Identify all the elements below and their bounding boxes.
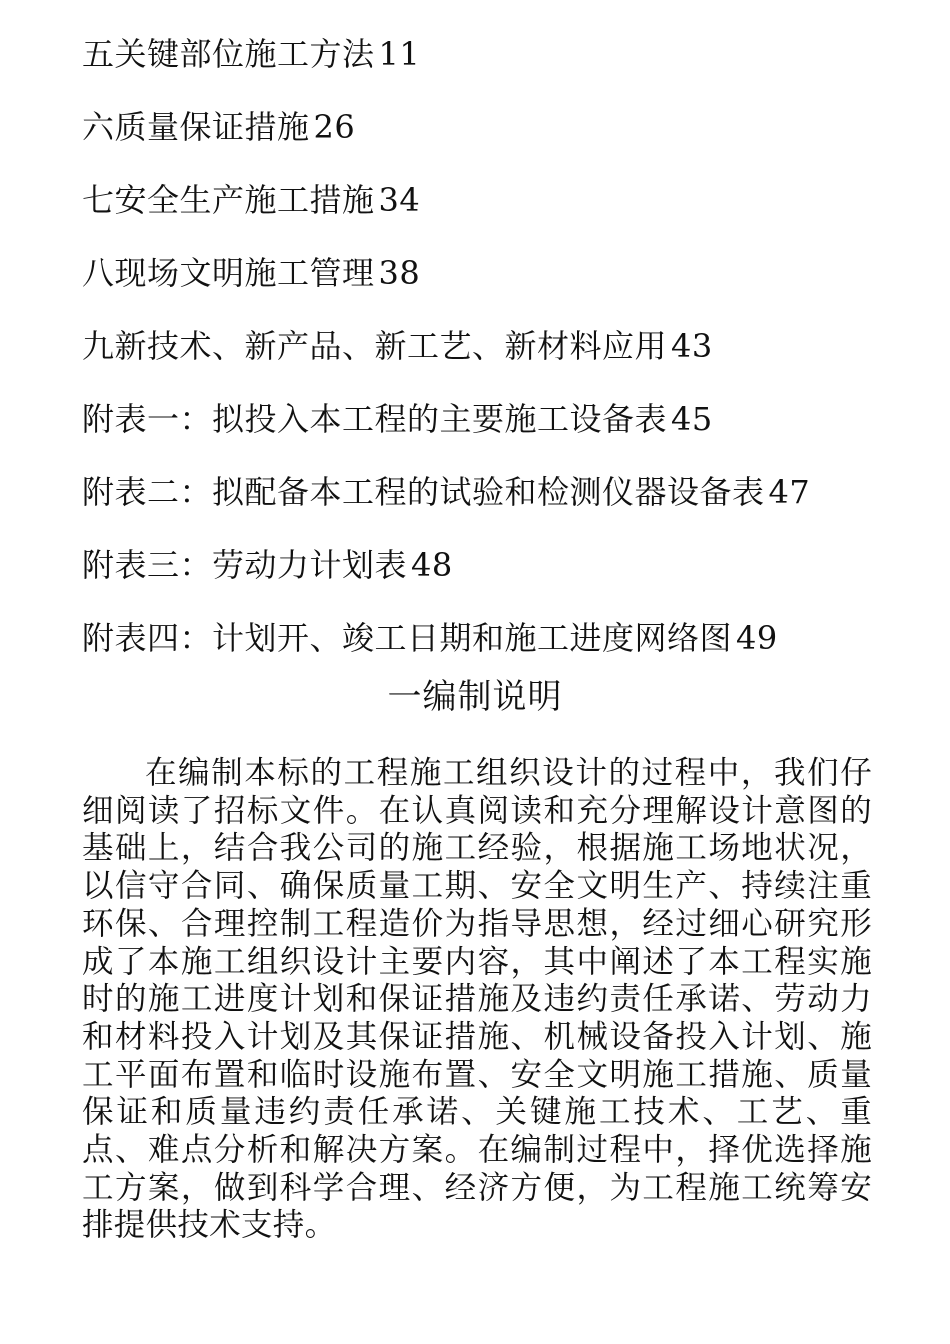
toc-entry-page: 26	[313, 108, 356, 146]
toc-entry-page: 34	[378, 181, 421, 219]
toc-entry-page: 48	[411, 546, 453, 584]
toc-entry-title: 七安全生产施工措施	[82, 181, 375, 219]
toc-entry-title: 附表一：拟投入本工程的主要施工设备表	[82, 400, 668, 438]
toc-entry-title: 八现场文明施工管理	[82, 254, 375, 292]
toc-entry	[82, 614, 882, 662]
toc-entry-title: 附表三：劳动力计划表	[82, 546, 408, 584]
toc-entry-page: 38	[378, 254, 421, 292]
toc-entry-page: 11	[378, 35, 421, 73]
toc-entry	[82, 30, 882, 78]
toc-entry-page: 49	[736, 619, 778, 657]
toc-entry	[82, 541, 882, 589]
toc-entry	[82, 322, 882, 370]
toc-entry-title: 五关键部位施工方法	[82, 35, 375, 73]
toc-entry-title: 附表四：计划开、竣工日期和施工进度网络图	[82, 619, 733, 657]
toc-entry-title: 六质量保证措施	[82, 108, 310, 146]
toc-entry	[82, 176, 882, 224]
table-of-contents	[82, 30, 882, 687]
toc-entry-page: 45	[671, 400, 713, 438]
toc-entry-title: 九新技术、新产品、新工艺、新材料应用	[82, 327, 668, 365]
toc-entry	[82, 103, 882, 151]
toc-entry-title: 附表二：拟配备本工程的试验和检测仪器设备表	[82, 473, 765, 511]
toc-entry-page: 43	[671, 327, 713, 365]
body-paragraph: 在编制本标的工程施工组织设计的过程中，我们仔细阅读了招标文件。在认真阅读和充分理解设计意图的基础上，结合我公司的施工经验，根据施工场地状况，以信守合同、确保质量工期、安全文明生产、持续注重环保、合理控制工程造价为指导思想，经过细心研究形成了本施工组织设计主要内容，其中阐述了本工程实施时的施工进度计划和保证措施及违约责任承诺、劳动力和材料投入计划及其保证措施、机械设备投入计划、施工平面布置和临时设施布置、安全文明施工措施、质量保证和质量违约责任承诺、关键施工技术、工艺、重点、难点分析和解决方案。在编制过程中，择优选择施工方案，做到科学合理、经济方便，为工程施工统筹安排提供技术支持。	[82, 755, 872, 1244]
section-title: 一编制说明	[387, 677, 563, 717]
toc-entry	[82, 468, 882, 516]
toc-entry	[82, 395, 882, 443]
toc-entry	[82, 249, 882, 297]
toc-entry-page: 47	[768, 473, 811, 511]
